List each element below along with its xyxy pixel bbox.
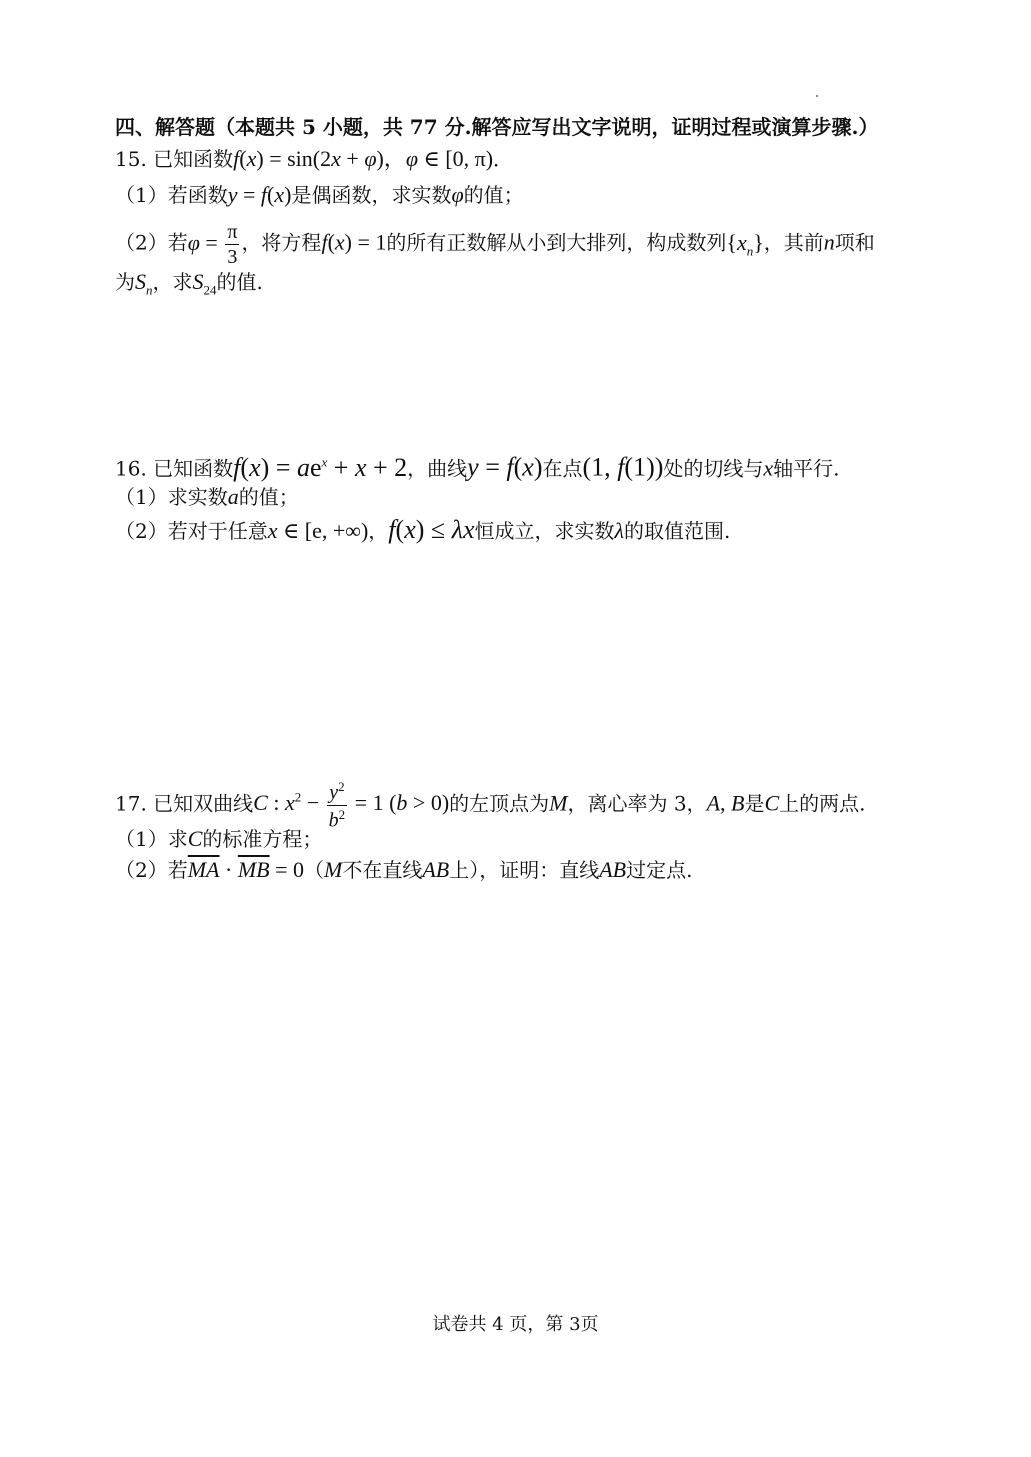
q17-number: 17.: [115, 791, 147, 816]
q15-part2-line2: 为$S_n$，求$S_{24}$的值.: [115, 269, 263, 298]
speck-mark: [816, 95, 818, 97]
q17-stem: 17. 已知双曲线C : $x^2$ − $\frac{y^2}{b^2}$ = 1 (b > 0)的左顶点为M，离心率为 3，A, B是C上的两点.: [115, 779, 866, 832]
q17-part1: （1）求C的标准方程；: [115, 826, 323, 851]
q16-stem: 16. 已知函数$f(x) = ae^x + x + 2$，曲线y = f(x)在点(1, f(1))处的切线与x轴平行.: [115, 452, 840, 482]
q15-function-def: f(x) = sin(2x + φ)，φ ∈ [0, π): [233, 146, 494, 171]
section-header: 四、解答题（本题共 5 小题，共 77 分.解答应写出文字说明，证明过程或演算步骤.）: [115, 115, 879, 139]
page-footer: 试卷共 4 页，第 3页: [432, 1314, 599, 1335]
q15-part2: （2）若φ = $\frac{\pi}{3}$ ，将方程f(x) = 1的所有正数解从小到大排列，构成数列$\{x_n\}$，其前n项和: [115, 221, 875, 268]
q15-number: 15.: [115, 147, 147, 171]
q15-part1: （1）若函数y = f(x)是偶函数，求实数φ的值；: [115, 182, 524, 207]
q16-number: 16.: [115, 456, 147, 481]
q16-part2: （2）若对于任意x ∈ [e, +∞)，f(x) ≤ λx恒成立，求实数λ的取值范围.: [115, 515, 731, 544]
q16-part1: （1）求实数a的值；: [115, 484, 299, 509]
q15-stem: 15. 已知函数f(x) = sin(2x + φ)，φ ∈ [0, π)．: [115, 146, 514, 171]
q17-part2: （2）若$\overline{MA} \cdot \overline{MB} = 0(M$不在直线AB上），证明：直线AB过定点.: [115, 857, 693, 882]
